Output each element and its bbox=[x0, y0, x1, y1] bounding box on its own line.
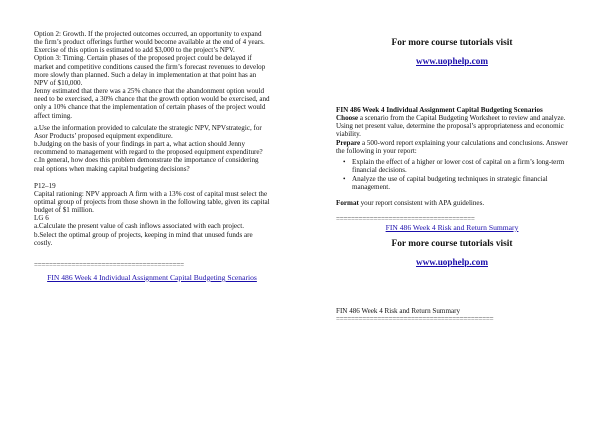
divider-rule: ===================================== bbox=[336, 214, 475, 223]
question-a: a.Use the information provided to calculate the strategic NPV, NPVstrategic, for Asor Products’ proposed equipment expenditure. bbox=[34, 123, 262, 140]
requirements-list bbox=[336, 158, 568, 192]
problem-part-b: b.Select the optimal group of projects, keeping in mind that unused funds are costly. bbox=[34, 230, 253, 247]
risk-return-link[interactable]: FIN 486 Week 4 Risk and Return Summary bbox=[385, 222, 519, 232]
summary-title: FIN 486 Week 4 Risk and Return Summary bbox=[336, 306, 461, 315]
choose-paragraph: Choose a scenario from the Capital Budgeting Worksheet to review and analyze. Using net present value, determine the proposal’s appropriateness and economic viability. bbox=[336, 114, 566, 139]
visit-heading: For more course tutorials visit bbox=[391, 38, 513, 48]
uophelp-link[interactable]: www.uophelp.com bbox=[416, 56, 488, 66]
problem-part-a: a.Calculate the present value of cash inflows associated with each project. bbox=[34, 222, 244, 231]
format-paragraph: Format your report consistent with APA guidelines. bbox=[336, 198, 485, 207]
assignment-title: FIN 486 Week 4 Individual Assignment Capital Budgeting Scenarios bbox=[336, 106, 543, 114]
prepare-paragraph: Prepare a 500-word report explaining your calculations and conclusions. Answer the following in your report: bbox=[336, 138, 568, 155]
learning-goal: LG 6 bbox=[34, 214, 49, 223]
option-3-paragraph: Option 3: Timing. Certain phases of the proposed project could be delayed if market and competitive conditions caused the firm’s forecast revenues to develop more slowly than planned. Such a delay in implementation at that point has an NPV of $10,000. bbox=[34, 54, 266, 87]
question-b: b.Judging on the basis of your findings in part a, what action should Jenny recommend to management with regard to the proposed equipment expenditure? bbox=[34, 140, 263, 157]
problem-title: P12–19 bbox=[34, 181, 56, 190]
visit-heading-2: For more course tutorials visit bbox=[391, 238, 513, 249]
divider-rule: ======================================== bbox=[34, 260, 184, 269]
capital-budgeting-link[interactable]: FIN 486 Week 4 Individual Assignment Capital Budgeting Scenarios bbox=[47, 272, 257, 282]
list-item: • Analyze the use of capital budgeting techniques in strategic financial management. bbox=[352, 175, 568, 191]
question-c: c.In general, how does this problem demonstrate the importance of considering real options when making capital budgeting decisions? bbox=[34, 156, 259, 173]
footer-rule: ========================================== bbox=[336, 314, 494, 323]
right-column bbox=[336, 38, 568, 323]
uophelp-link-2[interactable]: www.uophelp.com bbox=[416, 256, 488, 267]
list-item: • Explain the effect of a higher or lower cost of capital on a firm’s long-term financial decisions. bbox=[352, 158, 568, 174]
left-column bbox=[34, 30, 270, 282]
problem-body: Capital rationing: NPV approach A firm with a 13% cost of capital must select the optimal group of projects from those shown in the following table, given its capital budget of $1 million. bbox=[34, 189, 270, 215]
jenny-paragraph: Jenny estimated that there was a 25% chance that the abandonment option would need to be exercised, a 30% chance that the growth option would be exercised, and only a 10% chance that the implementation of certain phases of the project would affect timing. bbox=[34, 87, 270, 120]
option-2-paragraph: Option 2: Growth. If the projected outcomes occurred, an opportunity to expand the firm’s product offerings further would become available at the end of 4 years. Exercise of this option is estimated to add $3,000 to the project’s NPV. bbox=[34, 30, 265, 55]
